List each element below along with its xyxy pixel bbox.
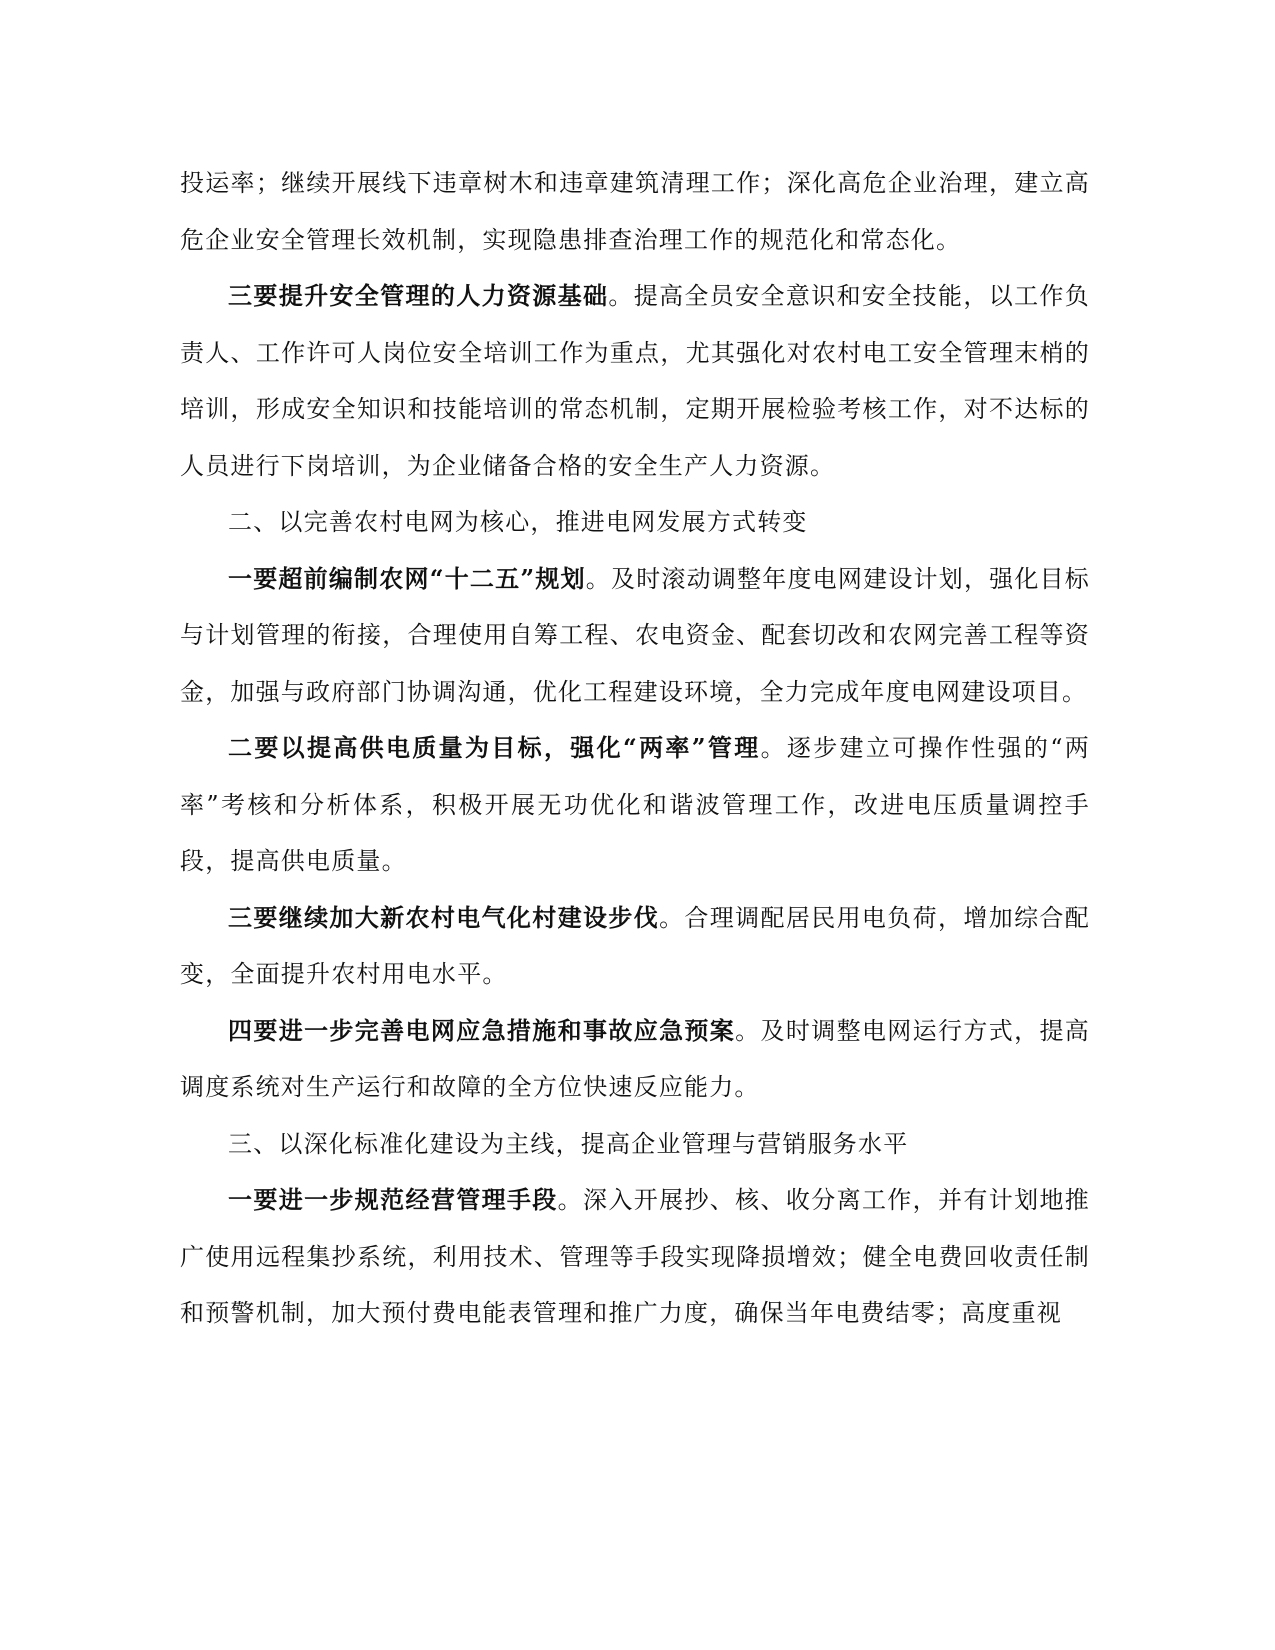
paragraph-plan xyxy=(180,551,1090,721)
paragraph-hr-foundation xyxy=(180,268,1090,494)
paragraph-text: 投运率；继续开展线下违章树木和违章建筑清理工作；深化高危企业治理，建立高危企业安全管理长效机制，实现隐患排查治理工作的规范化和常态化。 xyxy=(180,169,1090,254)
paragraph-lead: 二要以提高供电质量为目标，强化“两率”管理 xyxy=(228,733,761,762)
paragraph-text: 。及时滚动调整年度电网建设计划，强化目标与计划管理的衔接，合理使用自筹工程、农电资金、配套切改和农网完善工程等资金，加强与政府部门协调沟通，优化工程建设环境，全力完成年度电网建设项目。 xyxy=(180,564,1090,706)
paragraph-continuation xyxy=(180,155,1090,268)
paragraph-management xyxy=(180,1172,1090,1342)
document-page xyxy=(180,155,1090,1342)
section-heading-3 xyxy=(180,1116,1090,1173)
paragraph-text: 。深入开展抄、核、收分离工作，并有计划地推广使用远程集抄系统，利用技术、管理等手段实现降损增效；健全电费回收责任制和预警机制，加大预付费电能表管理和推广力度，确保当年电费结零；高度重视 xyxy=(180,1186,1090,1327)
paragraph-quality xyxy=(180,720,1090,890)
section-heading-text: 三、以深化标准化建设为主线，提高企业管理与营销服务水平 xyxy=(228,1129,909,1158)
section-heading-text: 二、以完善农村电网为核心，推进电网发展方式转变 xyxy=(228,508,808,536)
paragraph-electrification xyxy=(180,890,1090,1003)
paragraph-lead: 一要超前编制农网“十二五”规划 xyxy=(228,563,586,593)
paragraph-lead: 三要继续加大新农村电气化村建设步伐 xyxy=(228,902,660,932)
section-heading-2 xyxy=(180,494,1090,551)
paragraph-text: 。逐步建立可操作性强的“两率”考核和分析体系，积极开展无功优化和谐波管理工作，改进电压质量调控手段，提高供电质量。 xyxy=(180,734,1090,875)
paragraph-text: 。提高全员安全意识和安全技能，以工作负责人、工作许可人岗位安全培训工作为重点，尤其强化对农村电工安全管理末梢的培训，形成安全知识和技能培训的常态机制，定期开展检验考核工作，对不达标的人员进行下岗培训，为企业储备合格的安全生产人力资源。 xyxy=(180,282,1090,480)
paragraph-emergency xyxy=(180,1003,1090,1116)
paragraph-lead: 四要进一步完善电网应急措施和事故应急预案 xyxy=(228,1015,736,1045)
paragraph-text: 。及时调整电网运行方式，提高调度系统对生产运行和故障的全方位快速反应能力。 xyxy=(180,1016,1090,1101)
paragraph-lead: 一要进一步规范经营管理手段 xyxy=(228,1185,558,1214)
paragraph-text: 。合理调配居民用电负荷，增加综合配变，全面提升农村用电水平。 xyxy=(180,903,1090,988)
paragraph-lead: 三要提升安全管理的人力资源基础 xyxy=(228,281,609,310)
